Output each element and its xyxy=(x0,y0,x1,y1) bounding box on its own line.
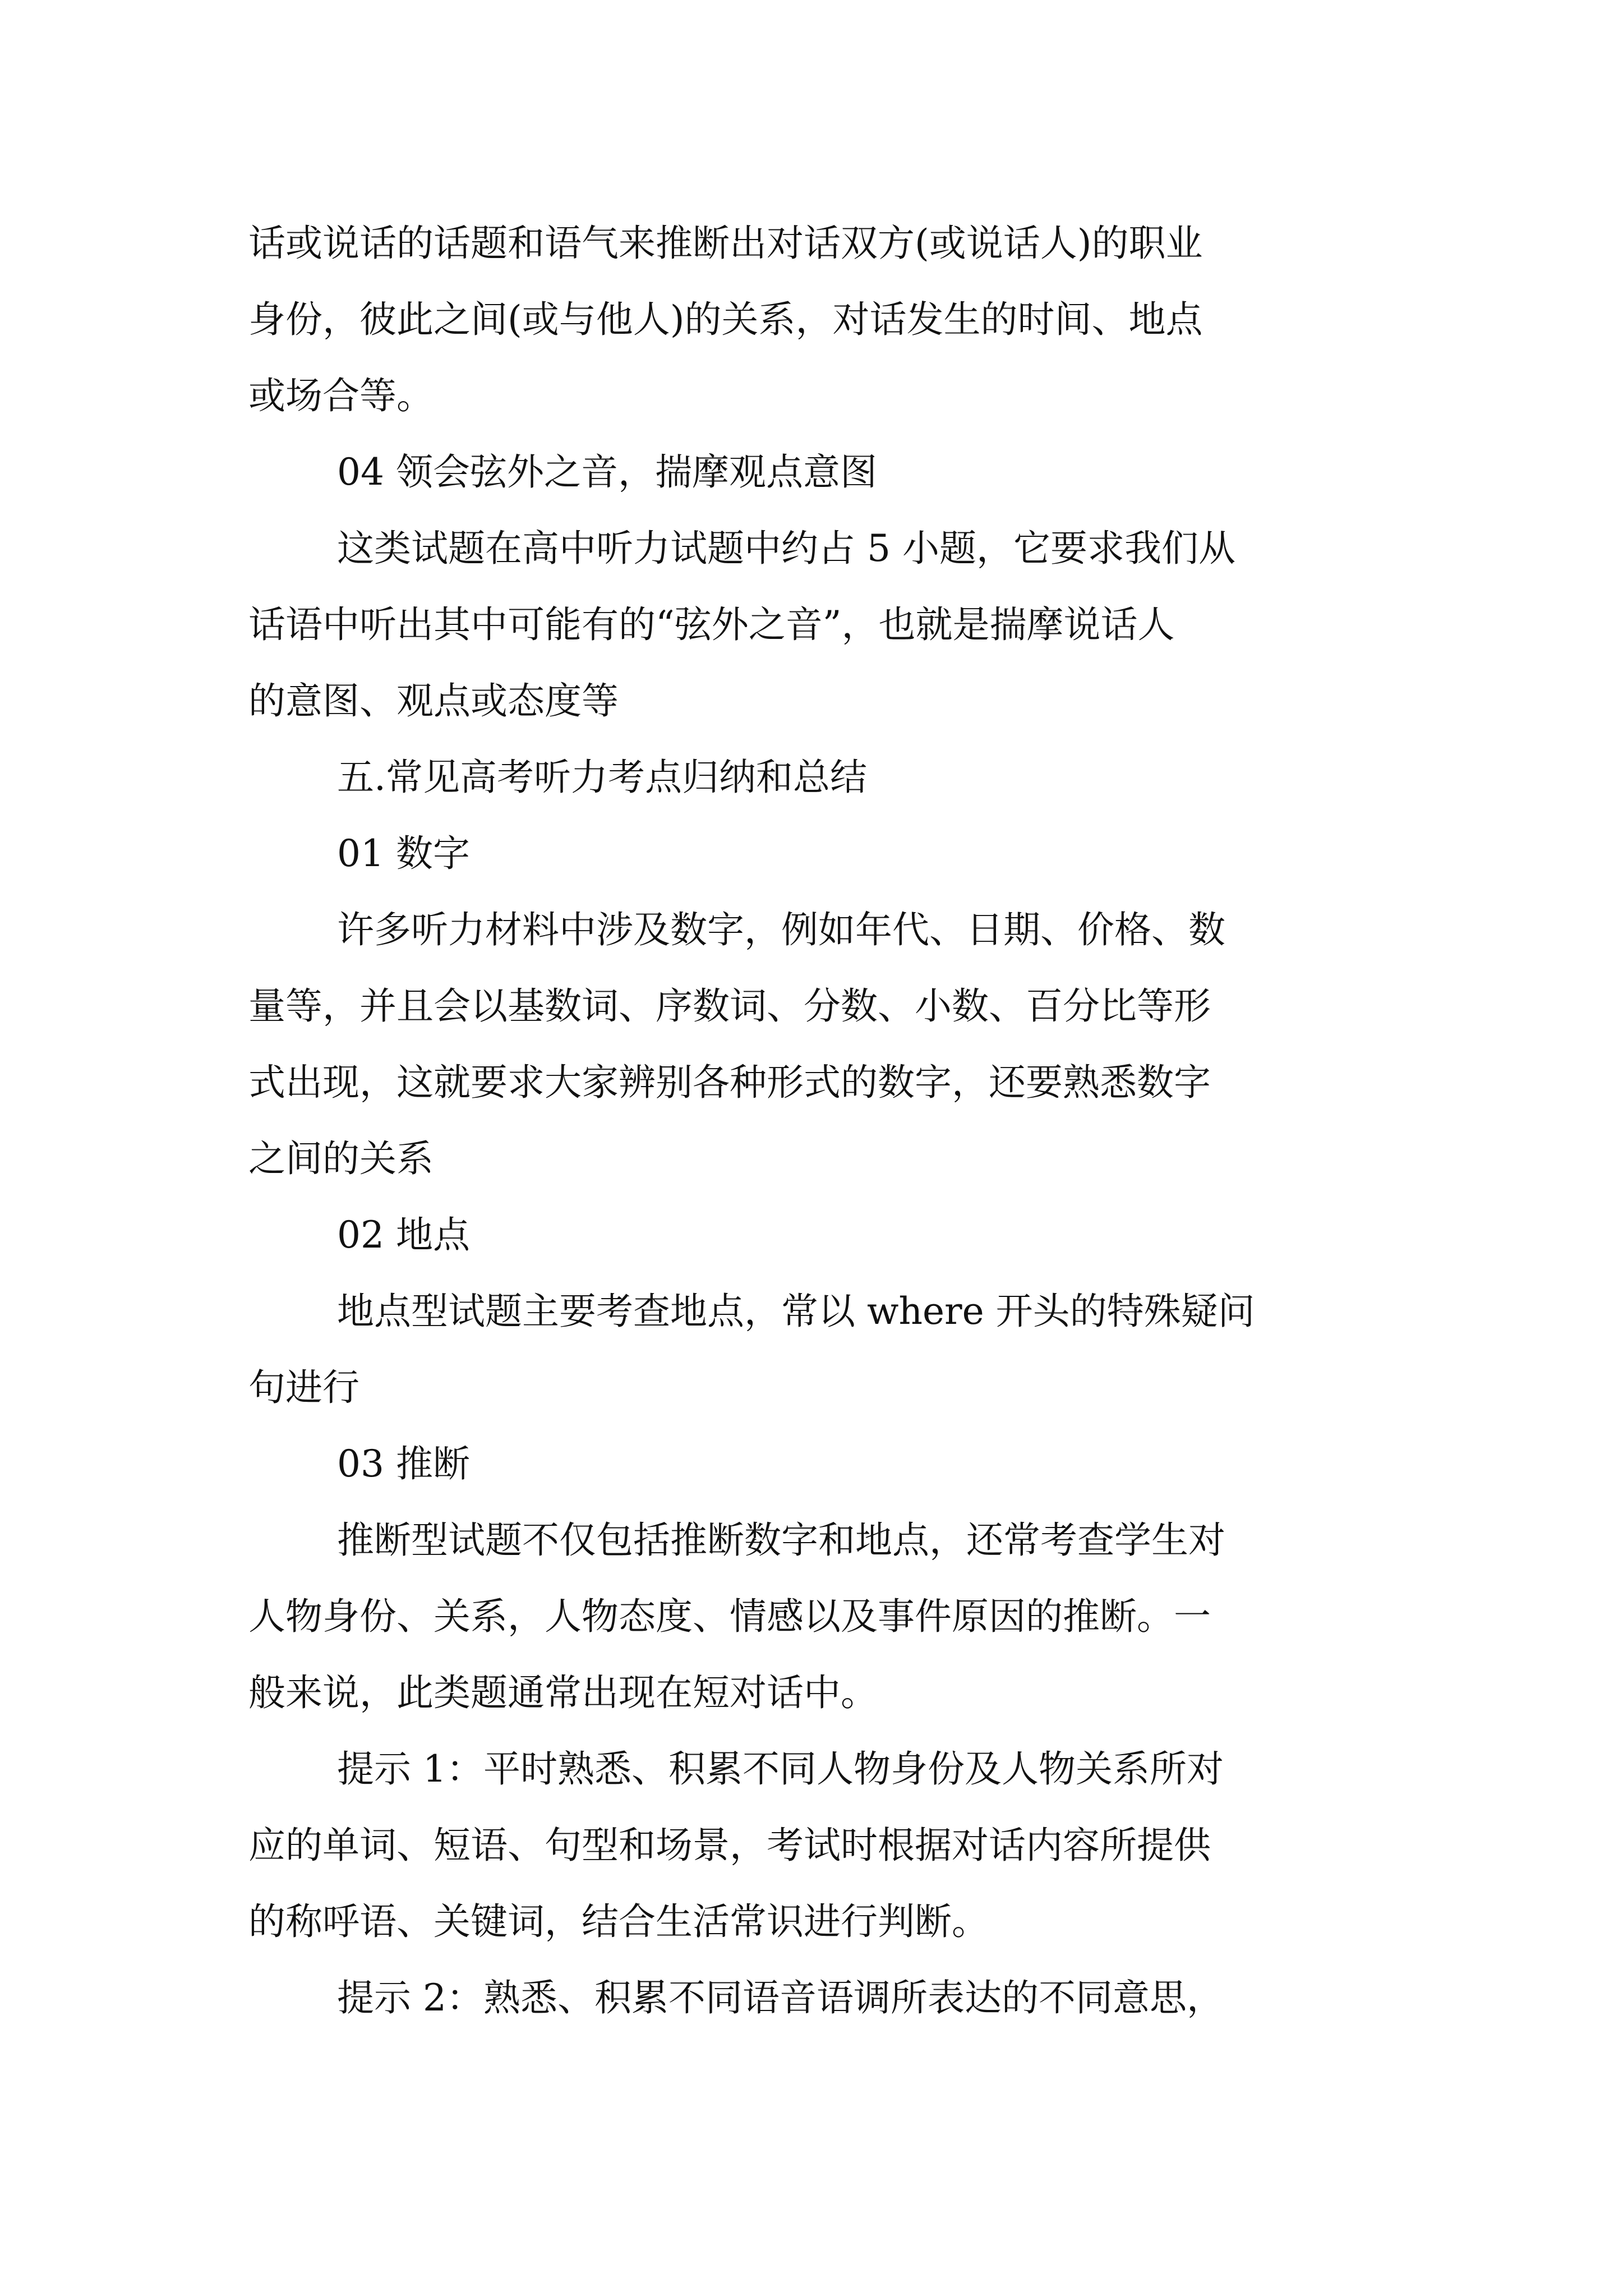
text-line: 02 地点 xyxy=(337,1213,470,1257)
paragraph-04-body xyxy=(248,510,1387,739)
text-line: 句进行 xyxy=(248,1366,359,1409)
text-line: 话或说话的话题和语气来推断出对话双方(或说话人)的职业 xyxy=(248,222,1203,265)
paragraph-continuation xyxy=(248,205,1387,434)
paragraph-03-body xyxy=(248,1502,1387,1731)
section-heading-5 xyxy=(248,739,1387,816)
tip-2 xyxy=(248,1960,1387,2036)
text-line: 量等，并且会以基数词、序数词、分数、小数、百分比等形 xyxy=(248,984,1211,1028)
text-line: 或场合等。 xyxy=(248,374,434,417)
text-line: 提示 2：熟悉、积累不同语音语调所表达的不同意思， xyxy=(337,1976,1224,2019)
heading-02 xyxy=(248,1197,1387,1273)
text-line: 提示 1：平时熟悉、积累不同人物身份及人物关系所对 xyxy=(337,1747,1224,1791)
text-line: 的称呼语、关键词，结合生活常识进行判断。 xyxy=(248,1900,989,1943)
text-line: 地点型试题主要考查地点，常以 where 开头的特殊疑问 xyxy=(337,1290,1255,1333)
heading-03 xyxy=(248,1426,1387,1502)
heading-01 xyxy=(248,816,1387,892)
text-line: 身份，彼此之间(或与他人)的关系，对话发生的时间、地点 xyxy=(248,298,1203,341)
text-line: 这类试题在高中听力试题中约占 5 小题，它要求我们从 xyxy=(337,527,1235,570)
text-line: 04 领会弦外之音，揣摩观点意图 xyxy=(337,450,877,494)
text-line: 之间的关系 xyxy=(248,1137,434,1180)
text-line: 式出现，这就要求大家辨别各种形式的数字，还要熟悉数字 xyxy=(248,1061,1211,1104)
text-line: 人物身份、关系，人物态度、情感以及事件原因的推断。一 xyxy=(248,1595,1211,1638)
text-line: 01 数字 xyxy=(337,832,470,875)
text-line: 话语中听出其中可能有的“弦外之音”，也就是揣摩说话人 xyxy=(248,603,1175,646)
text-line: 般来说，此类题通常出现在短对话中。 xyxy=(248,1671,878,1714)
text-line: 03 推断 xyxy=(337,1442,470,1485)
heading-04 xyxy=(248,434,1387,510)
paragraph-02-body xyxy=(248,1273,1387,1426)
text-line: 五.常见高考听力考点归纳和总结 xyxy=(337,756,867,799)
text-line: 推断型试题不仅包括推断数字和地点，还常考查学生对 xyxy=(337,1519,1225,1562)
text-line: 的意图、观点或态度等 xyxy=(248,679,619,723)
tip-1 xyxy=(248,1731,1387,1960)
text-line: 应的单词、短语、句型和场景，考试时根据对话内容所提供 xyxy=(248,1824,1211,1867)
text-line: 许多听力材料中涉及数字，例如年代、日期、价格、数 xyxy=(337,908,1225,951)
paragraph-01-body xyxy=(248,892,1387,1197)
